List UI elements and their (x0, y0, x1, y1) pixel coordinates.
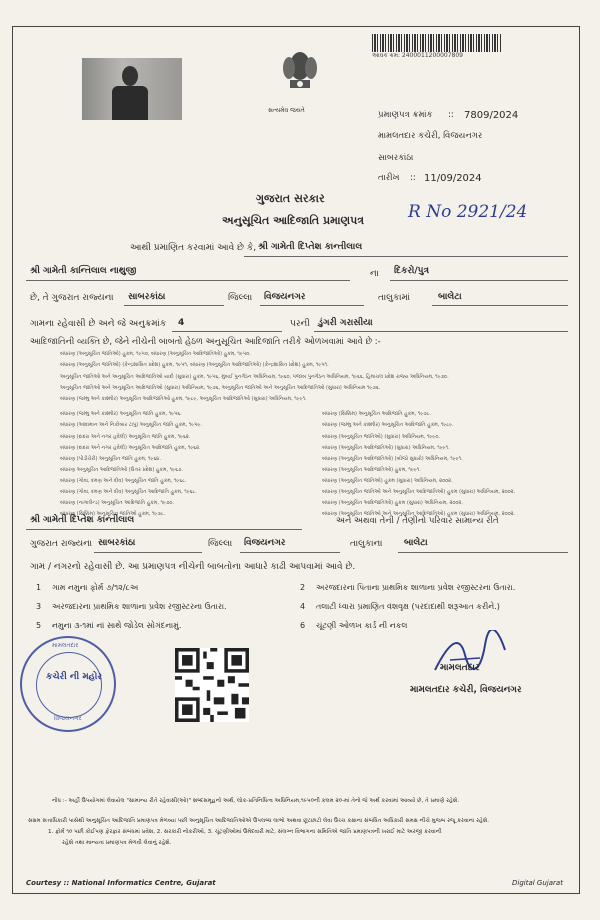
order-item-right: બંધારણ (અનુસૂચિત જાતિઓ) હુકમ (સુધારા) અધિનિયમ, ૨૦૦૨. (322, 478, 453, 484)
order-item-left: બંધારણ (દાદરા અને નગર હવેલી) અનુસૂચિત જાતિ હુકમ, ૧૯૬૨. (60, 434, 191, 440)
office-district: સાબરકાંઠા (378, 153, 414, 163)
signatory-title: મામલતદાર (440, 663, 480, 673)
seal-ring-top: મામલતદાર (52, 642, 79, 649)
order-item-right: બંધારણ (જમ્મુ અને કાશ્મીર) અનુસૂચિત આદિજાતિ હુકમ, ૧૯૮૯. (322, 422, 454, 428)
seal-text: કચેરી ની મહોર (46, 672, 102, 682)
basis-item-number: 6 (300, 621, 306, 630)
footer-digital-gujarat: Digital Gujarat (512, 879, 563, 887)
order-item-right: બંધારણ (અનુસૂચિત આદિજાતિઓ) (બીજો સુધારો) અધિનિયમ, ૧૯૯૧. (322, 456, 463, 462)
date-label: તારીખ (378, 173, 400, 183)
basis-item-number: 5 (36, 621, 42, 630)
taluka-name-2: વિજયનગર (244, 538, 286, 548)
order-item: બંધારણ (જમ્મુ અને કાશ્મીર) અનુસૂચિત આદિજાતિઓ હુકમ, ૧૯૮૯, અનુસૂચિત આદિજાતિઓ (સુધારા) અધિનિયમ, ૧૯૯૧. (60, 396, 307, 402)
order-item: અનુસૂચિત જાતિઓ અને અનુસૂચિત આદિજાતિઓ યાદી (સુધારા) હુકમ, ૧૯૫૬, મુંબઈ પુનર્ગઠન અધિનિયમ, ૧૯૬૦, પંજાબ પુનર્ગઠન અધિનિયમ, ૧૯૬૬, હિમાચલ પ્રદેશ રાજ્ય અધિનિયમ, ૧૯૭૦. (60, 374, 449, 380)
order-item: અનુસૂચિત જાતિઓ અને અનુસૂચિત આદિજાતિઓ (સુધારા) અધિનિયમ, ૧૯૭૬, અનુસૂચિત જાતિઓ અને અનુસૂચિત આદિજાતિઓ (સુધારા) અધિનિયમ ૧૯૭૬. (60, 385, 381, 391)
village-line-prefix: ગામના રહેવાસી છે અને જે અનુક્રમાંક (30, 319, 167, 329)
title-government: ગુજરાત સરકાર (256, 192, 325, 205)
resident-suffix: અને અથવા તેની / તેણીનો પરિવાર સામાન્ય રીતે (336, 516, 499, 526)
order-item-right: બંધારણ (અનુસૂચિત આદિજાતિઓ) હુકમ (સુધારા) અધિનિયમ, ૨૦૦૨. (322, 500, 463, 506)
order-item-right: બંધારણ (અનુસૂચિત આદિજાતિઓ) (સુધારા) અધિનિયમ, ૧૯૯૧. (322, 445, 450, 451)
order-item-left: બંધારણ (ગોવા, દમણ અને દીવ) અનુસૂચિત આદિજાતિ હુકમ, ૧૯૬૮. (60, 489, 197, 495)
tribe-statement: આદિજાતિની વ્યક્તિ છે, જેને નીચેની બાબતો હેઠળ અનુસૂચિત આદિજાતિ તરીકે ઓળખવામાં આવે છે :- (30, 337, 381, 347)
basis-item-number: 3 (36, 602, 42, 611)
taluka-label: તાલુકામાં (378, 293, 411, 303)
basis-item-number: 2 (300, 583, 306, 592)
resident-name: શ્રી ગામેતી દિપ્તેશ કાન્તીલાલ (30, 515, 135, 525)
basis-item-text: અરજદારના પ્રાથમિક શાળાના પ્રવેશ રજીસ્ટરના ઉતારા. (52, 602, 227, 611)
order-item-left: બંધારણ (દાદરા અને નગર હવેલી) અનુસૂચિત આદિજાતિ હુકમ, ૧૯૬૨. (60, 445, 201, 451)
basis-item-text: નમુના ૩-૧માં નાં સાથે જોડેલ સોગંદનામું. (52, 621, 182, 630)
order-item-left: બંધારણ અનુસૂચિત આદિજાતિઓ (ઉત્તર પ્રદેશ) હુકમ, ૧૯૬૭. (60, 467, 183, 473)
cert-no-sep: :: (448, 110, 454, 120)
village-name: બાલેટા (438, 292, 462, 302)
state-label: ગુજરાત રાજ્યના (30, 539, 93, 549)
order-item-left: બંધારણ (ગોવા, દમણ અને દીવ) અનુસૂચિત જાતિ હુકમ, ૧૯૬૮. (60, 478, 187, 484)
note-2: સક્ષમ સત્તાધિકારી પાસેથી અનુસૂચિત આદિજાતિ પ્રમાણપત્ર મેળવ્યા પછી અનુસૂચિત આદિજાતિઓએ ઉપલબ્ધ લાભો અથવા છૂટછાટો લેવા ઉચ્ચ કક્ષાના સંબંધિત અધિકારી સમક્ષ નીચે મુજબ રજૂ કરવાના રહેશે. (28, 818, 490, 824)
order-item-right: બંધારણ (અનુસૂચિત આદિજાતિઓ) હુકમ, ૧૯૯૧. (322, 467, 421, 473)
serial-number: 4 (178, 318, 185, 328)
basis-item-text: ગામ નમુના ફોર્મ ૭/૧૨/૮અ (52, 583, 139, 592)
date-sep: :: (410, 173, 416, 183)
basis-item-number: 4 (300, 602, 306, 611)
order-item: બંધારણ (અનુસૂચિત જાતિઓ) હુકમ, ૧૯૫૦, બંધારણ (અનુસૂચિત આદિજાતિઓ) હુકમ, ૧૯૫૦. (60, 351, 251, 357)
order-item-left: બંધારણ (નાગાલેન્ડ) અનુસૂચિત આદિજાતિ હુકમ, ૧૯૭૦. (60, 500, 174, 506)
signatory-office: મામલતદાર કચેરી, વિજયનગર (410, 685, 522, 695)
issue-date: 11/09/2024 (424, 173, 482, 184)
tribe-name: ડુંગરી ગરાસીયા (318, 318, 373, 328)
barcode-label: આવક ક્રમ: 2400011200007809 (372, 52, 463, 59)
intro-text: આથી પ્રમાણિત કરવામાં આવે છે કે, (130, 243, 257, 253)
order-item-left: બંધારણ (સિક્કિમ) અનુસૂચિત જાતિઓ હુકમ, ૧૯૭૮. (60, 511, 166, 517)
relation: દિકરો/પુત્ર (394, 266, 429, 276)
handwritten-reference: R No 2921/24 (408, 202, 528, 222)
order-item-right: બંધારણ (અનુસૂચિત જાતિઓ અને અનુસૂચિત આદિજાતિઓ) હુકમ (સુધારા) અધિનિયમ, ૨૦૦૨. (322, 489, 516, 495)
applicant-name: શ્રી ગામેતી દિપ્તેશ કાન્તીલાલ (258, 242, 363, 252)
order-item-right: બંધારણ (અનુસૂચિત જાતિઓ) (સુધારા) અધિનિયમ, ૧૯૯૦. (322, 434, 440, 440)
taluka-label-2: તાલુકાના (350, 539, 383, 549)
certificate-title: અનુસૂચિત આદિજાતિ પ્રમાણપત્ર (222, 214, 365, 227)
basis-item-text: અરજદારના પિતાના પ્રાથમિક શાળાના પ્રવેશ રજીસ્ટરના ઉતારા. (316, 583, 516, 592)
order-item-left: બંધારણ (આંદામાન અને નિકોબાર ટાપુ) અનુસૂચિત જાતિ હુકમ, ૧૯૫૯. (60, 422, 203, 428)
order-item: બંધારણ (અનુસૂચિત જાતિઓ) (કેન્દ્રશાસિત પ્રદેશ) હુકમ, ૧૯૫૧, બંધારણ (અનુસૂચિત આદિજાતિઓ) (કેન્દ્રશાસિત પ્રદેશ) હુકમ, ૧૯૫૧. (60, 362, 329, 368)
qr-code-icon (175, 648, 249, 722)
footer-courtesy: Courtesy :: National Informatics Centre, Gujarat (26, 879, 216, 887)
order-item-left: બંધારણ (જમ્મુ અને કાશ્મીર) અનુસૂચિત જાતિ હુકમ, ૧૯૫૬. (60, 411, 182, 417)
note-1: નોંધ :- અહીં ઉપયોગમાં લેવાયેલ "સામાન્ય રીતે રહેવાસી(ઓ)" શબ્દસમૂહનો અર્થ, લોક-પ્રતિનિધિત્વ અધિનિયમ,૧૯૫૦ની કલમ ૨૦-માં તેનો જે અર્થ કરવામાં આવ્યો છે, તે પ્રમાણે રહેશે. (52, 798, 460, 804)
district-label-2: જિલ્લા (208, 539, 233, 549)
national-emblem-icon (272, 44, 328, 108)
note-4: રહેશે તથા માન્યતા પ્રમાણપત્ર મેળવી લેવાનું રહેશે. (62, 840, 172, 846)
cert-number: 7809/2024 (464, 110, 519, 121)
basis-item-number: 1 (36, 583, 42, 592)
village-name-2: બાલેટા (404, 538, 428, 548)
note-3: 1. ફોર્મ ૧૦ પછી કોઈપણ ફેરફાર સંબંધમાં પ્રવેશ, 2. સરકારી નોકરીઓ, 3. ચૂંટણીઓમાં ઉમેદવારી માટે, સંલગ્ન વિભાગના સમિતિએ જાતિ પ્રમાણપત્રની ખરાઈ માટે અરજી કરવાની (48, 829, 442, 835)
district-name: સાબરકાંઠા (128, 292, 166, 302)
basis-statement: ગામ / નગરનો રહેવાસી છે. આ પ્રમાણપત્ર નીચેની બાબતોના આધારે કાઢી આપવામાં આવે છે. (30, 562, 356, 572)
applicant-photo (82, 58, 182, 120)
district-label: જિલ્લા (228, 293, 253, 303)
order-item-right: બંધારણ (અનુસૂચિત જાતિઓ અને અનુસૂચિત આદિજાતિઓ) હુકમ (સુધારા) અધિનિયમ, ૨૦૦૨. (322, 511, 516, 517)
order-item-right: બંધારણ (સિક્કિમ) અનુસૂચિત આદિજાતિ હુકમ, ૧૯૭૮. (322, 411, 432, 417)
parent-name: શ્રી ગામેતી કાન્તિલાલ નાથુજી (30, 266, 137, 276)
office-name: મામલતદાર કચેરી, વિજયનગર (378, 131, 483, 141)
tribe-label: પરની (290, 319, 310, 329)
cert-no-label: પ્રમાણપત્ર ક્રમાંક (378, 110, 433, 120)
order-item-left: બંધારણ (પોંડીચેરી) અનુસૂચિત જાતિ હુકમ, ૧૯૬૪. (60, 456, 161, 462)
taluka-name: વિજયનગર (264, 292, 306, 302)
basis-item-text: ચૂંટણી ઓળખ કાર્ડ ની નકલ (316, 621, 408, 630)
barcode (372, 34, 502, 52)
state-prefix: છે, તે ગુજરાત રાજ્યના (30, 293, 114, 303)
relation-label: ના (370, 269, 379, 279)
seal-ring-bottom: વિજયનગર (54, 715, 82, 722)
district-name-2: સાબરકાંઠા (98, 538, 136, 548)
emblem-caption: સત્યમેવ જયતે (268, 107, 305, 114)
basis-item-text: તલાટી ધ્વારા પ્રમાણિત વંશવૃક્ષ (પરદાદાથી શરૂઆત કરીને.) (316, 602, 500, 611)
